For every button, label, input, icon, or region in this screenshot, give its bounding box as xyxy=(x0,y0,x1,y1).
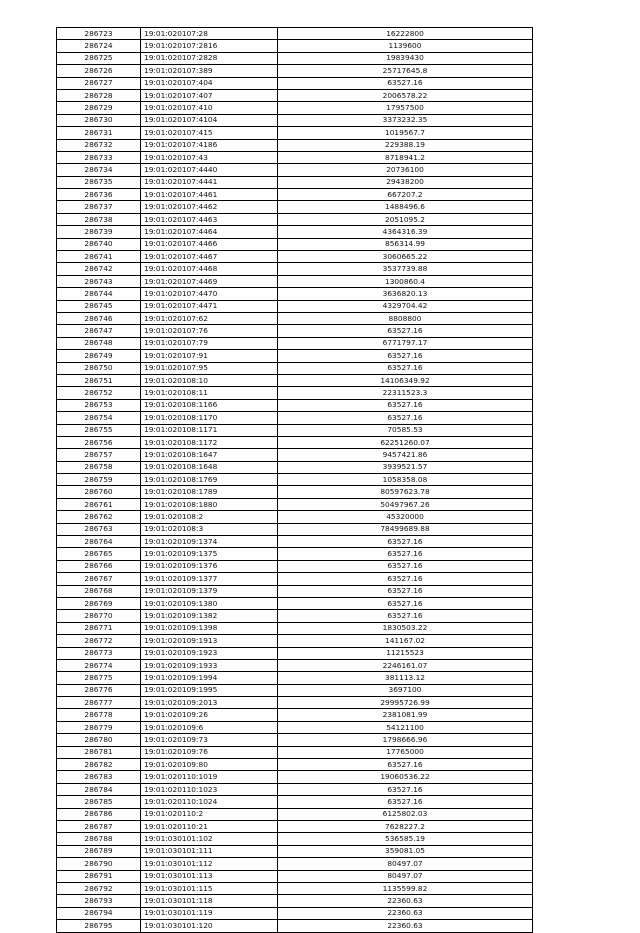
table-row xyxy=(57,684,533,696)
row-number-cell: 286772 xyxy=(57,635,141,647)
row-number-cell: 286787 xyxy=(57,821,141,833)
row-number-cell: 286749 xyxy=(57,350,141,362)
cadastral-number-cell: 19:01:020108:10 xyxy=(141,374,278,386)
value-cell: 1019567.7 xyxy=(278,127,533,139)
value-cell: 80497.07 xyxy=(278,870,533,882)
table-row xyxy=(57,536,533,548)
value-cell: 63527.16 xyxy=(278,796,533,808)
cadastral-number-cell: 19:01:020109:1374 xyxy=(141,536,278,548)
row-number-cell: 286777 xyxy=(57,697,141,709)
row-number-cell: 286759 xyxy=(57,474,141,486)
table-row xyxy=(57,325,533,337)
cadastral-number-cell: 19:01:020109:1913 xyxy=(141,635,278,647)
cadastral-number-cell: 19:01:020109:76 xyxy=(141,746,278,758)
value-cell: 63527.16 xyxy=(278,536,533,548)
cadastral-number-cell: 19:01:020108:1647 xyxy=(141,449,278,461)
table-row xyxy=(57,895,533,907)
table-row xyxy=(57,808,533,820)
row-number-cell: 286762 xyxy=(57,511,141,523)
row-number-cell: 286795 xyxy=(57,920,141,932)
cadastral-number-cell: 19:01:020109:1375 xyxy=(141,548,278,560)
cadastral-number-cell: 19:01:030101:120 xyxy=(141,920,278,932)
value-cell: 6771797.17 xyxy=(278,337,533,349)
table-row xyxy=(57,312,533,324)
row-number-cell: 286769 xyxy=(57,597,141,609)
value-cell: 80597623.78 xyxy=(278,486,533,498)
table-row xyxy=(57,436,533,448)
cadastral-number-cell: 19:01:020108:1769 xyxy=(141,474,278,486)
table-row xyxy=(57,374,533,386)
value-cell: 1488496.6 xyxy=(278,201,533,213)
value-cell: 3939521.57 xyxy=(278,461,533,473)
row-number-cell: 286763 xyxy=(57,523,141,535)
row-number-cell: 286791 xyxy=(57,870,141,882)
row-number-cell: 286731 xyxy=(57,127,141,139)
cadastral-number-cell: 19:01:020108:1880 xyxy=(141,498,278,510)
table-row xyxy=(57,251,533,263)
cadastral-number-cell: 19:01:030101:102 xyxy=(141,833,278,845)
row-number-cell: 286725 xyxy=(57,52,141,64)
cadastral-number-cell: 19:01:020108:1648 xyxy=(141,461,278,473)
cadastral-number-cell: 19:01:020107:91 xyxy=(141,350,278,362)
cadastral-number-cell: 19:01:020107:4466 xyxy=(141,238,278,250)
row-number-cell: 286729 xyxy=(57,102,141,114)
value-cell: 667207.2 xyxy=(278,189,533,201)
row-number-cell: 286781 xyxy=(57,746,141,758)
cadastral-number-cell: 19:01:020109:1377 xyxy=(141,573,278,585)
row-number-cell: 286774 xyxy=(57,659,141,671)
cadastral-number-cell: 19:01:020108:1171 xyxy=(141,424,278,436)
value-cell: 80497.07 xyxy=(278,858,533,870)
value-cell: 17765000 xyxy=(278,746,533,758)
cadastral-number-cell: 19:01:020107:4469 xyxy=(141,275,278,287)
table-row xyxy=(57,461,533,473)
value-cell: 29438200 xyxy=(278,176,533,188)
row-number-cell: 286744 xyxy=(57,288,141,300)
row-number-cell: 286756 xyxy=(57,436,141,448)
row-number-cell: 286730 xyxy=(57,114,141,126)
cadastral-number-cell: 19:01:030101:119 xyxy=(141,907,278,919)
value-cell: 45320000 xyxy=(278,511,533,523)
row-number-cell: 286767 xyxy=(57,573,141,585)
value-cell: 63527.16 xyxy=(278,759,533,771)
row-number-cell: 286743 xyxy=(57,275,141,287)
cadastral-number-cell: 19:01:020107:4186 xyxy=(141,139,278,151)
row-number-cell: 286760 xyxy=(57,486,141,498)
value-cell: 141167.02 xyxy=(278,635,533,647)
table-row xyxy=(57,275,533,287)
cadastral-number-cell: 19:01:020110:1023 xyxy=(141,783,278,795)
cadastral-number-cell: 19:01:030101:111 xyxy=(141,845,278,857)
row-number-cell: 286735 xyxy=(57,176,141,188)
cadastral-number-cell: 19:01:020107:4462 xyxy=(141,201,278,213)
value-cell: 54121100 xyxy=(278,721,533,733)
table-row xyxy=(57,114,533,126)
table-row xyxy=(57,424,533,436)
cadastral-number-cell: 19:01:020109:2013 xyxy=(141,697,278,709)
cadastral-number-cell: 19:01:020110:21 xyxy=(141,821,278,833)
value-cell: 6125802.03 xyxy=(278,808,533,820)
value-cell: 9457421.86 xyxy=(278,449,533,461)
value-cell: 22360.63 xyxy=(278,907,533,919)
cadastral-number-cell: 19:01:020110:1019 xyxy=(141,771,278,783)
cadastral-number-cell: 19:01:020109:1933 xyxy=(141,659,278,671)
cadastral-number-cell: 19:01:020109:1995 xyxy=(141,684,278,696)
row-number-cell: 286771 xyxy=(57,622,141,634)
value-cell: 2051095.2 xyxy=(278,213,533,225)
table-row xyxy=(57,573,533,585)
table-row xyxy=(57,201,533,213)
cadastral-number-cell: 19:01:030101:113 xyxy=(141,870,278,882)
row-number-cell: 286768 xyxy=(57,585,141,597)
value-cell: 22311523.3 xyxy=(278,387,533,399)
row-number-cell: 286776 xyxy=(57,684,141,696)
table-row xyxy=(57,362,533,374)
cadastral-number-cell: 19:01:020107:4104 xyxy=(141,114,278,126)
cadastral-number-cell: 19:01:020107:43 xyxy=(141,151,278,163)
table-row xyxy=(57,560,533,572)
table-row xyxy=(57,597,533,609)
cadastral-number-cell: 19:01:020109:1379 xyxy=(141,585,278,597)
cadastral-number-cell: 19:01:020107:404 xyxy=(141,77,278,89)
row-number-cell: 286778 xyxy=(57,709,141,721)
value-cell: 3537739.88 xyxy=(278,263,533,275)
cadastral-number-cell: 19:01:020107:4468 xyxy=(141,263,278,275)
cadastral-number-cell: 19:01:020107:76 xyxy=(141,325,278,337)
row-number-cell: 286761 xyxy=(57,498,141,510)
value-cell: 63527.16 xyxy=(278,610,533,622)
cadastral-number-cell: 19:01:020109:1382 xyxy=(141,610,278,622)
row-number-cell: 286753 xyxy=(57,399,141,411)
value-cell: 63527.16 xyxy=(278,350,533,362)
cadastral-number-cell: 19:01:020107:4471 xyxy=(141,300,278,312)
table-row xyxy=(57,238,533,250)
data-table xyxy=(56,27,533,933)
table-row xyxy=(57,833,533,845)
table-row xyxy=(57,213,533,225)
table-row xyxy=(57,845,533,857)
row-number-cell: 286723 xyxy=(57,28,141,40)
row-number-cell: 286755 xyxy=(57,424,141,436)
table-body xyxy=(57,28,533,933)
cadastral-number-cell: 19:01:020107:415 xyxy=(141,127,278,139)
value-cell: 17957500 xyxy=(278,102,533,114)
cadastral-number-cell: 19:01:020107:4467 xyxy=(141,251,278,263)
table-row xyxy=(57,52,533,64)
table-row xyxy=(57,746,533,758)
row-number-cell: 286727 xyxy=(57,77,141,89)
value-cell: 1830503.22 xyxy=(278,622,533,634)
value-cell: 4329704.42 xyxy=(278,300,533,312)
table-row xyxy=(57,164,533,176)
table-row xyxy=(57,672,533,684)
value-cell: 63527.16 xyxy=(278,325,533,337)
value-cell: 20736100 xyxy=(278,164,533,176)
cadastral-number-cell: 19:01:020109:73 xyxy=(141,734,278,746)
row-number-cell: 286792 xyxy=(57,882,141,894)
table-row xyxy=(57,647,533,659)
table-row xyxy=(57,511,533,523)
row-number-cell: 286785 xyxy=(57,796,141,808)
value-cell: 29995726.99 xyxy=(278,697,533,709)
table-row xyxy=(57,300,533,312)
row-number-cell: 286733 xyxy=(57,151,141,163)
value-cell: 2381081.99 xyxy=(278,709,533,721)
cadastral-number-cell: 19:01:030101:118 xyxy=(141,895,278,907)
row-number-cell: 286794 xyxy=(57,907,141,919)
table-row xyxy=(57,412,533,424)
cadastral-number-cell: 19:01:020110:1024 xyxy=(141,796,278,808)
table-row xyxy=(57,40,533,52)
value-cell: 2006578.22 xyxy=(278,89,533,101)
table-row xyxy=(57,449,533,461)
cadastral-number-cell: 19:01:020108:11 xyxy=(141,387,278,399)
cadastral-number-cell: 19:01:020107:28 xyxy=(141,28,278,40)
cadastral-number-cell: 19:01:020107:4463 xyxy=(141,213,278,225)
table-row xyxy=(57,151,533,163)
row-number-cell: 286793 xyxy=(57,895,141,907)
row-number-cell: 286734 xyxy=(57,164,141,176)
cadastral-number-cell: 19:01:020108:2 xyxy=(141,511,278,523)
table-row xyxy=(57,65,533,77)
table-row xyxy=(57,907,533,919)
table-row xyxy=(57,523,533,535)
row-number-cell: 286741 xyxy=(57,251,141,263)
row-number-cell: 286757 xyxy=(57,449,141,461)
value-cell: 536585.19 xyxy=(278,833,533,845)
cadastral-number-cell: 19:01:020109:1380 xyxy=(141,597,278,609)
table-row xyxy=(57,226,533,238)
cadastral-number-cell: 19:01:020107:4461 xyxy=(141,189,278,201)
row-number-cell: 286770 xyxy=(57,610,141,622)
table-row xyxy=(57,870,533,882)
cadastral-number-cell: 19:01:020107:389 xyxy=(141,65,278,77)
table-row xyxy=(57,399,533,411)
table-row xyxy=(57,622,533,634)
value-cell: 1135599.82 xyxy=(278,882,533,894)
row-number-cell: 286789 xyxy=(57,845,141,857)
value-cell: 2246161.07 xyxy=(278,659,533,671)
cadastral-number-cell: 19:01:020109:26 xyxy=(141,709,278,721)
cadastral-number-cell: 19:01:020107:2828 xyxy=(141,52,278,64)
value-cell: 25717645.8 xyxy=(278,65,533,77)
row-number-cell: 286747 xyxy=(57,325,141,337)
row-number-cell: 286732 xyxy=(57,139,141,151)
cadastral-number-cell: 19:01:030101:115 xyxy=(141,882,278,894)
table-row xyxy=(57,189,533,201)
value-cell: 11215523 xyxy=(278,647,533,659)
table-row xyxy=(57,858,533,870)
value-cell: 1798666.96 xyxy=(278,734,533,746)
table-row xyxy=(57,498,533,510)
cadastral-number-cell: 19:01:030101:112 xyxy=(141,858,278,870)
table-row xyxy=(57,821,533,833)
cadastral-number-cell: 19:01:020107:95 xyxy=(141,362,278,374)
row-number-cell: 286788 xyxy=(57,833,141,845)
row-number-cell: 286724 xyxy=(57,40,141,52)
value-cell: 8718941.2 xyxy=(278,151,533,163)
row-number-cell: 286779 xyxy=(57,721,141,733)
value-cell: 63527.16 xyxy=(278,412,533,424)
table-row xyxy=(57,486,533,498)
value-cell: 78499689.88 xyxy=(278,523,533,535)
row-number-cell: 286790 xyxy=(57,858,141,870)
table-row xyxy=(57,659,533,671)
value-cell: 16222800 xyxy=(278,28,533,40)
table-row xyxy=(57,263,533,275)
cadastral-number-cell: 19:01:020108:1170 xyxy=(141,412,278,424)
table-row xyxy=(57,350,533,362)
row-number-cell: 286783 xyxy=(57,771,141,783)
cadastral-number-cell: 19:01:020109:1994 xyxy=(141,672,278,684)
cadastral-number-cell: 19:01:020110:2 xyxy=(141,808,278,820)
table-row xyxy=(57,77,533,89)
row-number-cell: 286752 xyxy=(57,387,141,399)
value-cell: 14106349.92 xyxy=(278,374,533,386)
cadastral-number-cell: 19:01:020109:1376 xyxy=(141,560,278,572)
table-row xyxy=(57,585,533,597)
value-cell: 856314.99 xyxy=(278,238,533,250)
table-row xyxy=(57,127,533,139)
value-cell: 3373232.35 xyxy=(278,114,533,126)
row-number-cell: 286748 xyxy=(57,337,141,349)
value-cell: 63527.16 xyxy=(278,573,533,585)
row-number-cell: 286758 xyxy=(57,461,141,473)
table-row xyxy=(57,721,533,733)
table-row xyxy=(57,288,533,300)
cadastral-number-cell: 19:01:020108:1789 xyxy=(141,486,278,498)
value-cell: 19839430 xyxy=(278,52,533,64)
value-cell: 63527.16 xyxy=(278,783,533,795)
value-cell: 381113.12 xyxy=(278,672,533,684)
table-row xyxy=(57,102,533,114)
row-number-cell: 286784 xyxy=(57,783,141,795)
table-row xyxy=(57,387,533,399)
value-cell: 63527.16 xyxy=(278,77,533,89)
row-number-cell: 286786 xyxy=(57,808,141,820)
cadastral-number-cell: 19:01:020107:4440 xyxy=(141,164,278,176)
row-number-cell: 286726 xyxy=(57,65,141,77)
cadastral-number-cell: 19:01:020109:6 xyxy=(141,721,278,733)
row-number-cell: 286780 xyxy=(57,734,141,746)
cadastral-number-cell: 19:01:020107:4464 xyxy=(141,226,278,238)
cadastral-number-cell: 19:01:020107:410 xyxy=(141,102,278,114)
table-row xyxy=(57,783,533,795)
row-number-cell: 286742 xyxy=(57,263,141,275)
table-row xyxy=(57,734,533,746)
row-number-cell: 286746 xyxy=(57,312,141,324)
table-row xyxy=(57,139,533,151)
table-row xyxy=(57,610,533,622)
table-row xyxy=(57,771,533,783)
table-row xyxy=(57,697,533,709)
value-cell: 1058358.08 xyxy=(278,474,533,486)
table-row xyxy=(57,882,533,894)
row-number-cell: 286764 xyxy=(57,536,141,548)
row-number-cell: 286740 xyxy=(57,238,141,250)
value-cell: 1139600 xyxy=(278,40,533,52)
value-cell: 63527.16 xyxy=(278,548,533,560)
row-number-cell: 286738 xyxy=(57,213,141,225)
value-cell: 70585.53 xyxy=(278,424,533,436)
row-number-cell: 286750 xyxy=(57,362,141,374)
table-row xyxy=(57,474,533,486)
cadastral-number-cell: 19:01:020108:3 xyxy=(141,523,278,535)
table-row xyxy=(57,635,533,647)
value-cell: 22360.63 xyxy=(278,895,533,907)
cadastral-number-cell: 19:01:020107:2816 xyxy=(141,40,278,52)
value-cell: 62251260.07 xyxy=(278,436,533,448)
row-number-cell: 286736 xyxy=(57,189,141,201)
cadastral-number-cell: 19:01:020108:1172 xyxy=(141,436,278,448)
value-cell: 4364316.39 xyxy=(278,226,533,238)
row-number-cell: 286745 xyxy=(57,300,141,312)
cadastral-number-cell: 19:01:020107:4470 xyxy=(141,288,278,300)
value-cell: 3697100 xyxy=(278,684,533,696)
table-row xyxy=(57,709,533,721)
cadastral-number-cell: 19:01:020107:407 xyxy=(141,89,278,101)
row-number-cell: 286766 xyxy=(57,560,141,572)
value-cell: 3060665.22 xyxy=(278,251,533,263)
row-number-cell: 286775 xyxy=(57,672,141,684)
value-cell: 63527.16 xyxy=(278,399,533,411)
row-number-cell: 286728 xyxy=(57,89,141,101)
value-cell: 22360.63 xyxy=(278,920,533,932)
cadastral-number-cell: 19:01:020109:1398 xyxy=(141,622,278,634)
row-number-cell: 286782 xyxy=(57,759,141,771)
value-cell: 63527.16 xyxy=(278,560,533,572)
row-number-cell: 286739 xyxy=(57,226,141,238)
table-row xyxy=(57,176,533,188)
value-cell: 63527.16 xyxy=(278,585,533,597)
row-number-cell: 286737 xyxy=(57,201,141,213)
table-row xyxy=(57,337,533,349)
cadastral-number-cell: 19:01:020108:1166 xyxy=(141,399,278,411)
value-cell: 19060536.22 xyxy=(278,771,533,783)
row-number-cell: 286773 xyxy=(57,647,141,659)
table-row xyxy=(57,759,533,771)
row-number-cell: 286754 xyxy=(57,412,141,424)
table-row xyxy=(57,796,533,808)
value-cell: 63527.16 xyxy=(278,597,533,609)
row-number-cell: 286765 xyxy=(57,548,141,560)
value-cell: 50497967.26 xyxy=(278,498,533,510)
value-cell: 1300860.4 xyxy=(278,275,533,287)
value-cell: 359081.05 xyxy=(278,845,533,857)
cadastral-number-cell: 19:01:020107:79 xyxy=(141,337,278,349)
table-row xyxy=(57,28,533,40)
value-cell: 63527.16 xyxy=(278,362,533,374)
table-row xyxy=(57,920,533,932)
cadastral-number-cell: 19:01:020109:80 xyxy=(141,759,278,771)
value-cell: 8808800 xyxy=(278,312,533,324)
value-cell: 229388.19 xyxy=(278,139,533,151)
value-cell: 7628227.2 xyxy=(278,821,533,833)
row-number-cell: 286751 xyxy=(57,374,141,386)
cadastral-number-cell: 19:01:020109:1923 xyxy=(141,647,278,659)
cadastral-number-cell: 19:01:020107:62 xyxy=(141,312,278,324)
value-cell: 3636820.13 xyxy=(278,288,533,300)
table-row xyxy=(57,89,533,101)
cadastral-number-cell: 19:01:020107:4441 xyxy=(141,176,278,188)
table-row xyxy=(57,548,533,560)
